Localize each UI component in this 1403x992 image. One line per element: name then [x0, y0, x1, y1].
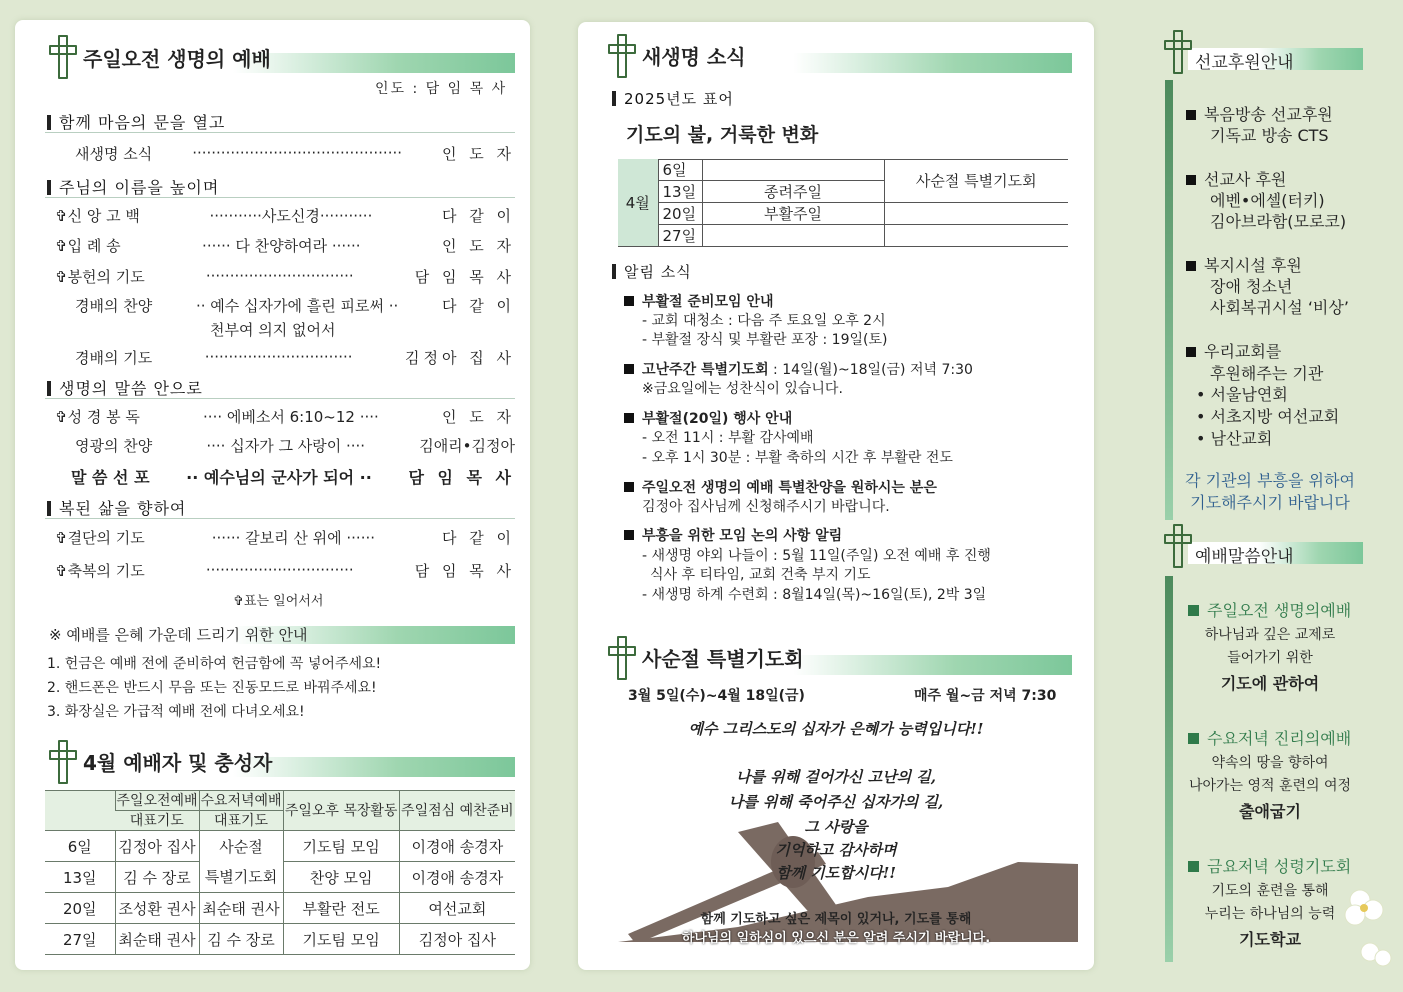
notice-line: - 새생명 하계 수련회 : 8월14일(목)~16일(토), 2박 3일 — [642, 587, 987, 603]
motto-label: 2025년도 표어 — [612, 88, 734, 109]
order-row: ✞축복의 기도 ······························· 담 임 목 사 — [55, 561, 515, 580]
notice-line: 김정아 집사님께 신청해주시기 바랍니다. — [642, 499, 890, 515]
sermon-service: 주일오전 생명의예배 — [1188, 598, 1351, 621]
table-header: 대표기도 — [115, 811, 199, 831]
cross-icon — [1162, 524, 1192, 564]
lent-poem-line: 함께 기도합시다!! — [776, 864, 896, 882]
order-row: 경배의 기도 ······························· 김정아 집 사 — [75, 348, 515, 367]
lent-time: 매주 월~금 저녁 7:30 — [914, 688, 1057, 704]
divider — [45, 132, 515, 133]
sermon-line: 누리는 하나님의 능력 — [1204, 906, 1336, 922]
mission-detail: 장애 청소년 — [1210, 277, 1293, 296]
servers-table — [45, 790, 515, 955]
sermon-line: 기도의 훈련을 통해 — [1211, 883, 1329, 899]
worship-title: 주일오전 생명의 예배 — [83, 47, 271, 71]
notice-item: 부흥을 위한 모임 논의 사항 알림 — [624, 527, 842, 546]
info-panel — [1140, 20, 1395, 970]
worship-order-panel — [15, 20, 530, 970]
order-row: ✞입 례 송 ······ 다 찬양하여라 ······ 인 도 자 — [55, 236, 515, 255]
sermon-line: 나아가는 영적 훈련의 여정 — [1188, 778, 1352, 794]
motto-text: 기도의 불, 거룩한 변화 — [626, 124, 819, 146]
sermon-service: 금요저녁 성령기도회 — [1188, 854, 1351, 877]
order-row: ✞결단의 기도 ······ 갈보리 산 위에 ······ 다 같 이 — [55, 528, 515, 547]
table-header: 주일점심 예찬준비 — [399, 791, 515, 831]
order-row: 경배의 찬양 ·· 예수 십자가에 흘린 피로써 ·· 다 같 이 — [75, 296, 515, 315]
mission-detail: • 남산교회 — [1196, 429, 1273, 448]
order-row: ✞신 앙 고 백 ···········사도신경··········· 다 같 이 — [55, 206, 515, 225]
sermon-topic: 기도학교 — [1239, 930, 1301, 949]
table-header: 주일오후 목장활동 — [283, 791, 399, 831]
section-title — [45, 38, 271, 74]
guide-item: 3. 화장실은 가급적 예배 전에 다녀오세요! — [47, 704, 305, 720]
table-corner — [45, 791, 115, 831]
lent-footer: 하나님의 일하심이 있으신 분은 알려 주시기 바랍니다. — [681, 931, 991, 946]
subheading: 함께 마음의 문을 열고 — [47, 110, 225, 133]
notice-line: - 새생명 야외 나들이 : 5월 11일(주일) 오전 예배 후 진행 — [642, 548, 991, 564]
mission-detail: 에벤•에셀(터키) — [1210, 191, 1325, 210]
sermon-line: 약속의 땅을 향하여 — [1211, 755, 1329, 771]
order-row: ✞봉헌의 기도 ······························· 담 임 목 사 — [55, 267, 515, 286]
notice-line: 식사 후 티타임, 교회 건축 부지 기도 — [650, 567, 871, 583]
notice-line: - 오전 11시 : 부활 감사예배 — [642, 430, 814, 446]
order-row-sermon: 말 씀 선 포 ·· 예수님의 군사가 되어 ·· 담 임 목 사 — [71, 467, 515, 487]
section-title: 4월 예배자 및 충성자 — [83, 751, 273, 775]
notice-line: ※금요일에는 성찬식이 있습니다. — [642, 381, 843, 397]
sermon-line: 하나님과 깊은 교제로 — [1204, 627, 1336, 643]
lent-cell: 사순절 특별기도회 — [884, 159, 1068, 203]
leader-text: 인도 : 담 임 목 사 — [375, 81, 508, 97]
table-header: 주일오전예배 — [116, 792, 198, 809]
lent-footer: 함께 기도하고 싶은 제목이 있거나, 기도를 통해 — [700, 912, 972, 927]
mission-item: 선교사 후원 — [1186, 167, 1286, 190]
mission-detail: • 서울남연회 — [1196, 385, 1288, 404]
mission-detail: 사회복귀시설 ‘비상’ — [1210, 298, 1349, 317]
mission-item: 복음방송 선교후원 — [1186, 102, 1333, 125]
order-row: ✞성 경 봉 독 ···· 에베소서 6:10~12 ···· 인 도 자 — [55, 407, 515, 426]
guide-item: 2. 핸드폰은 반드시 무음 또는 진동모드로 바꿔주세요! — [47, 680, 377, 696]
subheading: 생명의 말씀 안으로 — [47, 376, 203, 399]
flower-decoration — [1335, 870, 1395, 970]
sermon-title: 예배말씀안내 — [1195, 547, 1294, 567]
lent-poem-line: 그 사랑을 — [804, 818, 868, 836]
sermon-topic: 출애굽기 — [1239, 802, 1301, 821]
table-row: 6일 김정아 집사 사순절 기도팀 모임 이경애 송경자 — [45, 831, 515, 862]
mission-detail: 김아브라함(모로코) — [1210, 212, 1347, 231]
sermon-line: 들어가기 위한 — [1227, 650, 1313, 666]
mission-detail: 후원해주는 기관 — [1210, 364, 1324, 383]
mission-note: 기도해주시기 바랍니다 — [1190, 493, 1350, 512]
mission-detail: 기독교 방송 CTS — [1210, 126, 1329, 145]
month-cell: 4월 — [618, 159, 658, 247]
guide-title: ※ 예배를 은혜 가운데 드리기 위한 안내 — [49, 626, 308, 644]
order-row: 새생명 소식 ············································ 인 도 자 — [75, 144, 515, 163]
mission-title: 선교후원안내 — [1195, 53, 1294, 73]
notice-item: 주일오전 생명의 예배 특별찬양을 원하시는 분은 — [624, 479, 937, 498]
table-header: 대표기도 — [199, 811, 283, 831]
side-rail — [1165, 576, 1173, 962]
divider — [45, 197, 515, 198]
table-row: 27일 최순태 권사 김 수 장로 기도팀 모임 김정아 집사 — [45, 924, 515, 955]
divider — [45, 398, 515, 399]
section-title: 새생명 소식 — [642, 45, 746, 69]
lent-slogan: 예수 그리스도의 십자가 은혜가 능력입니다!! — [688, 720, 984, 738]
notice-item: 고난주간 특별기도회 : 14일(월)~18일(금) 저녁 7:30 — [624, 361, 973, 380]
lent-poem-line: 기억하고 감사하며 — [775, 841, 897, 859]
mission-detail: • 서초지방 여선교회 — [1196, 407, 1340, 426]
lent-date: 3월 5일(수)~4월 18일(금) — [628, 688, 805, 704]
sermon-service: 수요저녁 진리의예배 — [1188, 726, 1351, 749]
divider — [45, 518, 515, 519]
mission-note: 각 기관의 부흥을 위하여 — [1185, 471, 1355, 490]
hymn-line2: 천부여 의지 없어서 — [210, 321, 336, 339]
section-title: 사순절 특별기도회 — [642, 647, 804, 671]
notice-line: - 교회 대청소 : 다음 주 토요일 오후 2시 — [642, 313, 886, 329]
mission-item: 우리교회를 — [1186, 339, 1281, 362]
cross-icon — [1162, 30, 1192, 70]
notice-item: 부활절 준비모임 안내 — [624, 293, 773, 312]
mission-item: 복지시설 후원 — [1186, 253, 1302, 276]
subheading: 복된 삶을 향하여 — [47, 496, 186, 519]
table-header: 수요저녁예배 — [200, 792, 282, 809]
lent-poem-line: 나를 위해 죽어주신 십자가의 길, — [728, 793, 944, 811]
lent-poem-line: 나를 위해 걸어가신 고난의 길, — [736, 768, 936, 786]
news-label: 알림 소식 — [612, 261, 692, 282]
side-rail — [1165, 80, 1173, 520]
guide-item: 1. 헌금은 예배 전에 준비하여 헌금함에 꼭 넣어주세요! — [47, 656, 382, 672]
subheading: 주님의 이름을 높이며 — [47, 175, 219, 198]
notice-line: - 부활절 장식 및 부활란 포장 : 19일(토) — [642, 332, 888, 348]
stand-note: ✞표는 일어서서 — [233, 594, 324, 609]
notice-item: 부활절(20일) 행사 안내 — [624, 410, 792, 429]
table-row: 13일 김 수 장로 특별기도회 찬양 모임 이경애 송경자 — [45, 862, 515, 893]
table-row: 20일 조성환 권사 최순태 권사 부활란 전도 여선교회 — [45, 893, 515, 924]
sermon-topic: 기도에 관하여 — [1220, 674, 1320, 693]
april-schedule: 4월 6일 사순절 특별기도회 13일 종려주일 20일 부활주일 27일 — [618, 159, 1068, 247]
notice-line: - 오후 1시 30분 : 부활 축하의 시간 후 부활란 전도 — [642, 450, 953, 466]
order-row: 영광의 찬양 ···· 십자가 그 사랑이 ···· 김애리•김정아 — [75, 436, 515, 455]
church-news-panel — [578, 22, 1094, 970]
